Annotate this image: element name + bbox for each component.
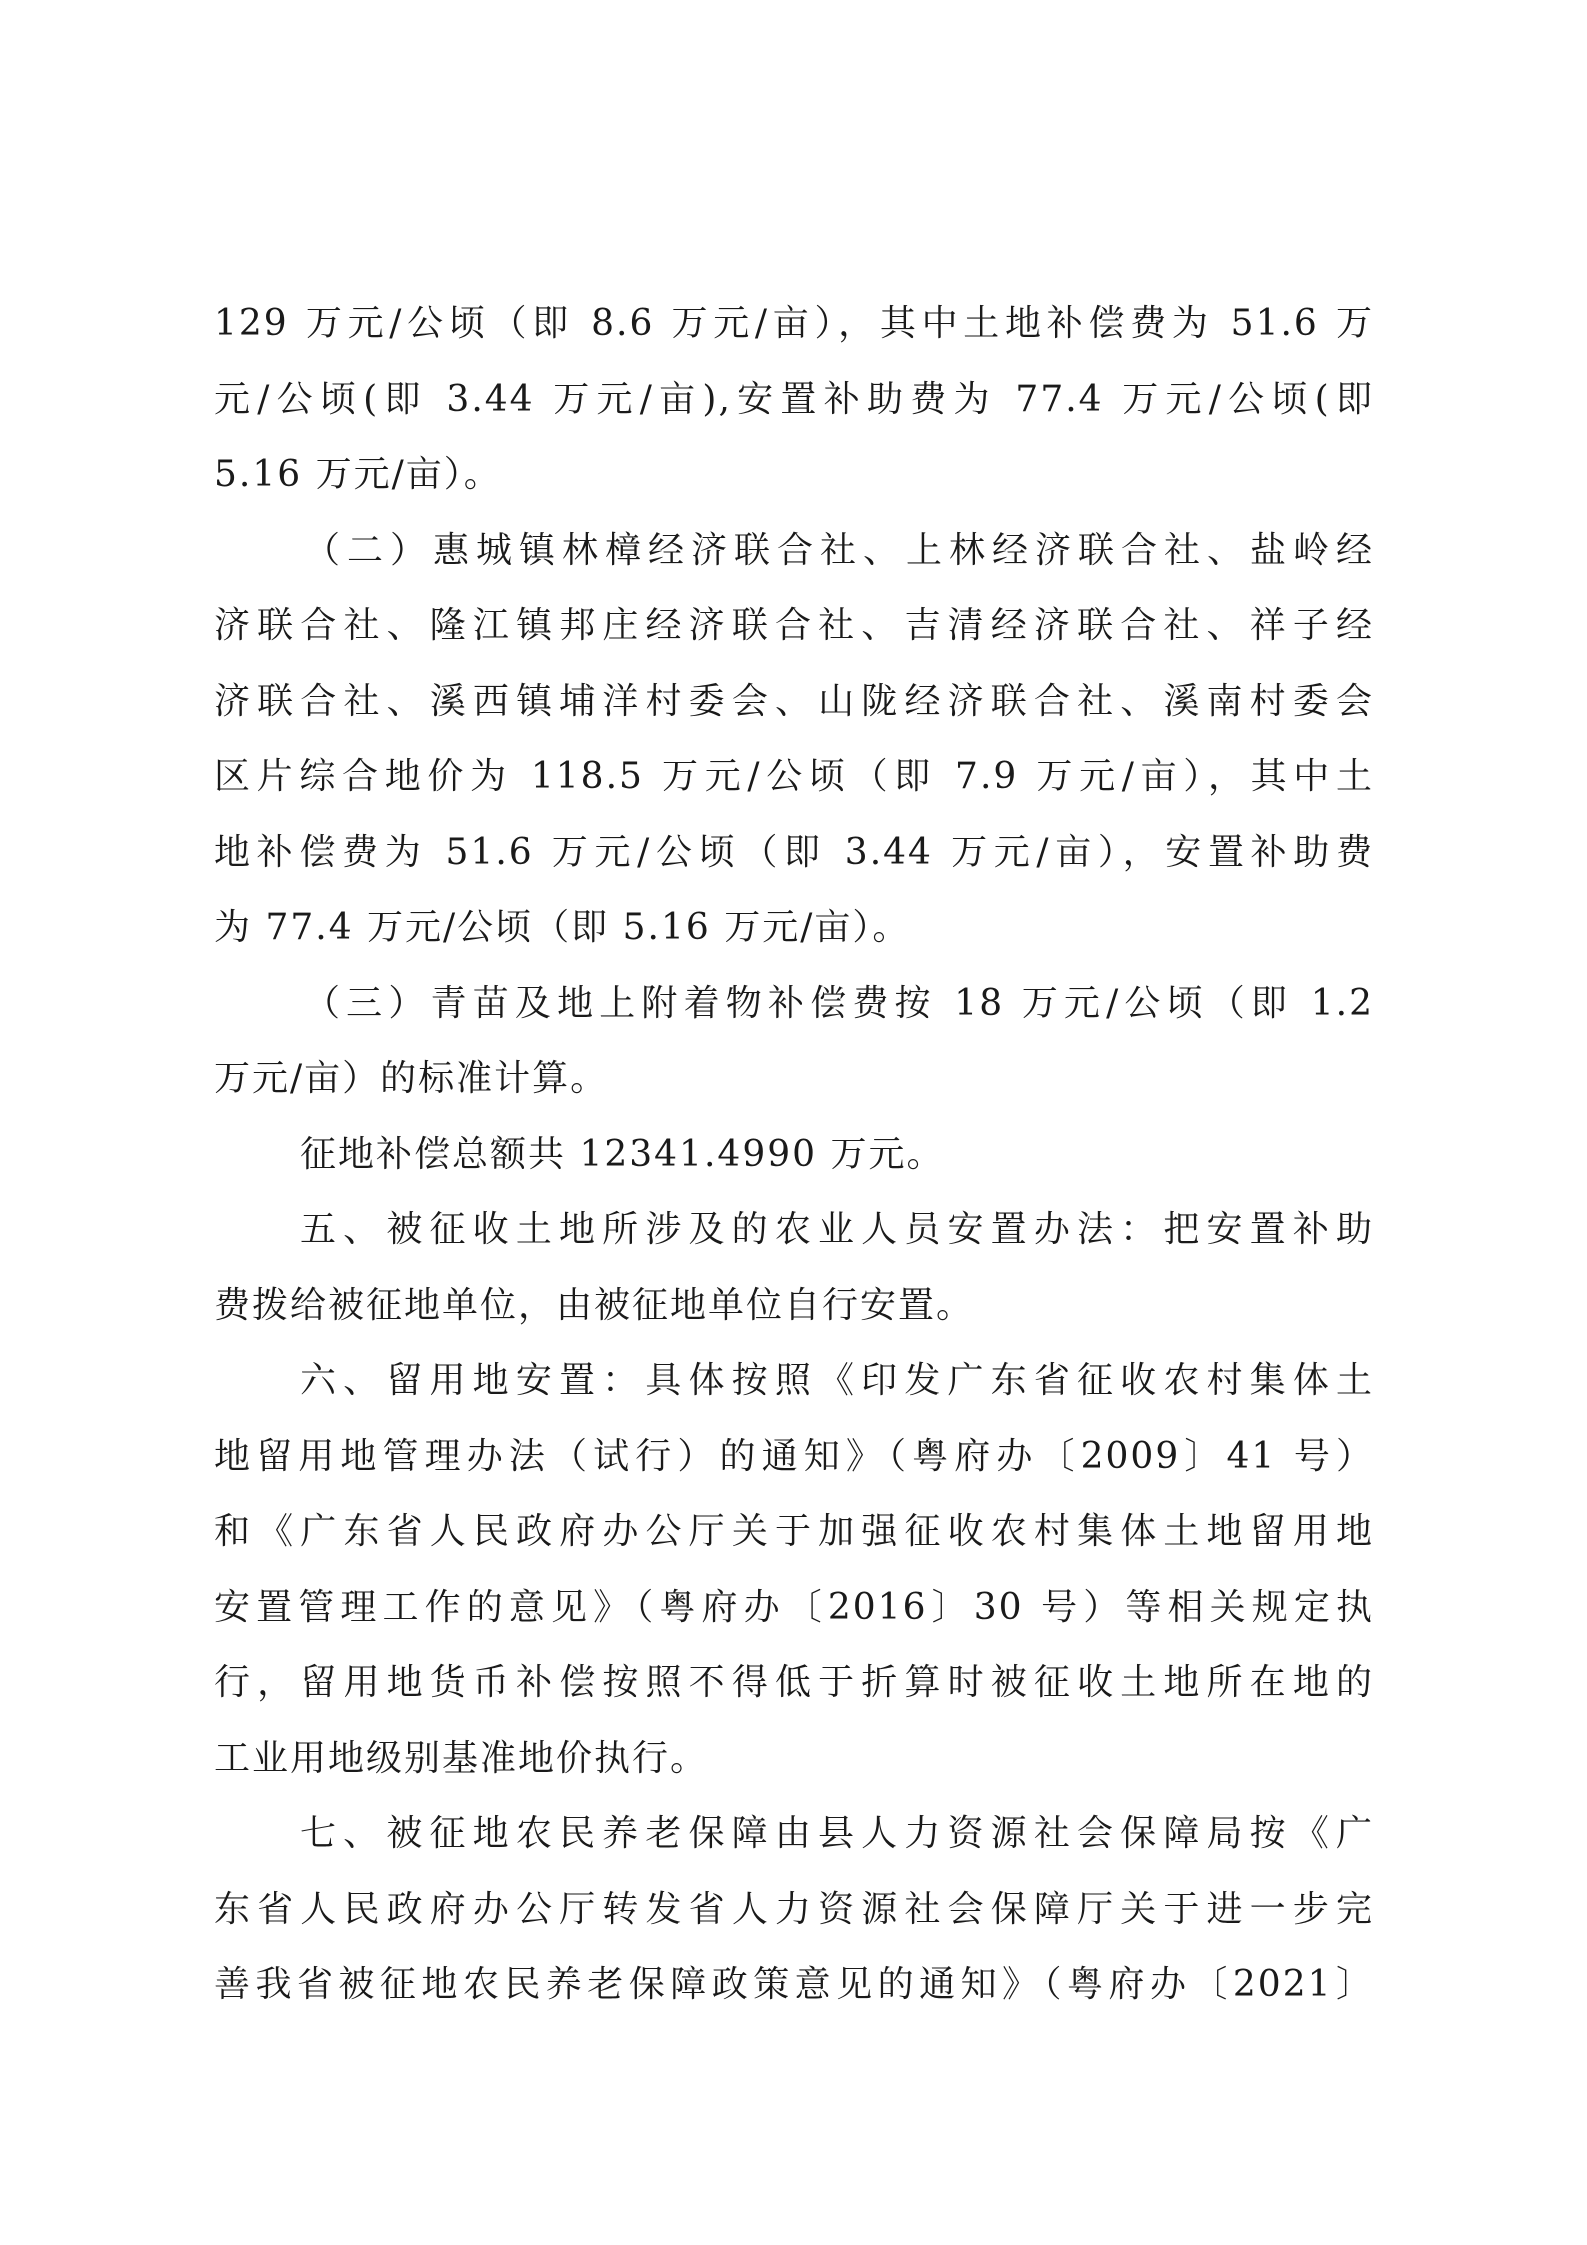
text-line: 善我省被征地农民养老保障政策意见的通知》（粤府办〔2021〕 xyxy=(214,1964,1374,2005)
text-line: 济联合社、隆江镇邦庄经济联合社、吉清经济联合社、祥子经 xyxy=(214,605,1374,646)
text-line: （三）青苗及地上附着物补偿费按 18 万元/公顷（即 1.2 xyxy=(304,982,1374,1024)
body-text xyxy=(214,286,1374,2023)
text-line: 东省人民政府办公厅转发省人力资源社会保障厅关于进一步完 xyxy=(214,1888,1374,1930)
text-line: 费拨给被征地单位，由被征地单位自行安置。 xyxy=(214,1284,975,1326)
text-line: 征地补偿总额共 12341.4990 万元。 xyxy=(300,1133,945,1175)
text-line: （二）惠城镇林樟经济联合社、上林经济联合社、盐岭经 xyxy=(304,529,1374,571)
text-line: 元/公顷(即 3.44 万元/亩),安置补助费为 77.4 万元/公顷(即 xyxy=(214,378,1374,420)
text-line: 行，留用地货币补偿按照不得低于折算时被征收土地所在地的 xyxy=(214,1662,1374,1703)
text-line: 区片综合地价为 118.5 万元/公顷（即 7.9 万元/亩），其中土 xyxy=(214,756,1374,797)
text-line: 地留用地管理办法（试行）的通知》（粤府办〔2009〕41 号） xyxy=(214,1435,1374,1477)
text-line: 工业用地级别基准地价执行。 xyxy=(214,1737,709,1779)
text-line: 129 万元/公顷（即 8.6 万元/亩），其中土地补偿费为 51.6 万 xyxy=(214,303,1374,344)
text-line: 为 77.4 万元/公顷（即 5.16 万元/亩）。 xyxy=(214,907,911,948)
text-line: 六、留用地安置：具体按照《印发广东省征收农村集体土 xyxy=(300,1360,1374,1401)
text-line: 地补偿费为 51.6 万元/公顷（即 3.44 万元/亩），安置补助费 xyxy=(214,831,1374,873)
text-line: 和《广东省人民政府办公厅关于加强征收农村集体土地留用地 xyxy=(214,1511,1374,1552)
text-line: 5.16 万元/亩）。 xyxy=(214,454,502,495)
text-line: 五、被征收土地所涉及的农业人员安置办法：把安置补助 xyxy=(300,1209,1374,1250)
text-line: 万元/亩）的标准计算。 xyxy=(214,1058,609,1099)
text-line: 七、被征地农民养老保障由县人力资源社会保障局按《广 xyxy=(300,1813,1374,1854)
text-line: 济联合社、溪西镇埔洋村委会、山陇经济联合社、溪南村委会 xyxy=(214,680,1374,722)
text-line: 安置管理工作的意见》（粤府办〔2016〕30 号）等相关规定执 xyxy=(214,1586,1374,1628)
